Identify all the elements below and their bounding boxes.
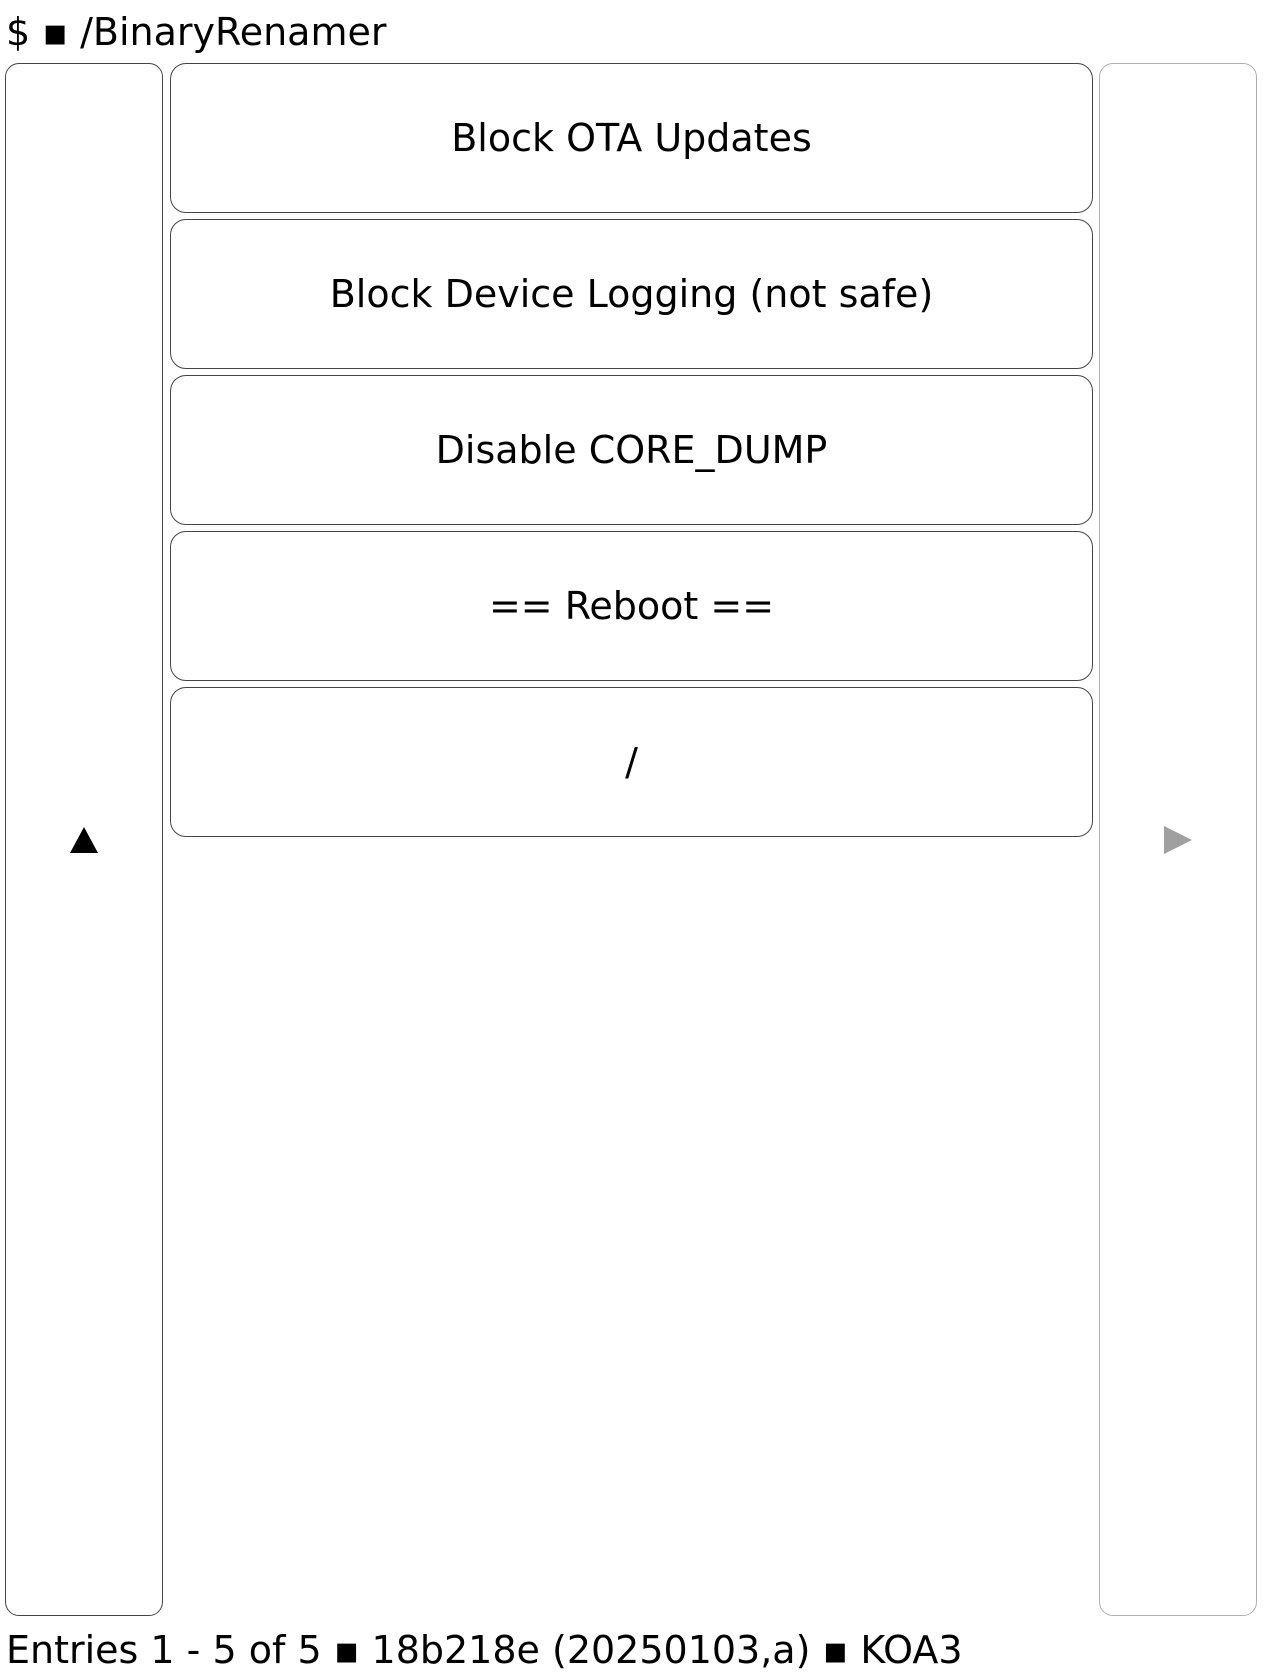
menu-item-root-directory[interactable]: / [170, 687, 1093, 837]
menu-item-block-device-logging[interactable]: Block Device Logging (not safe) [170, 219, 1093, 369]
next-page-button[interactable] [1099, 63, 1257, 1616]
status-bar: Entries 1 - 5 of 5 ▪ 18b218e (20250103,a) ▪ KOA3 [6, 1628, 963, 1672]
page-title: $ ▪ /BinaryRenamer [6, 10, 387, 54]
page-up-button[interactable] [5, 63, 163, 1616]
menu-item-reboot[interactable]: == Reboot == [170, 531, 1093, 681]
right-arrow-icon [1164, 826, 1192, 854]
menu-list [170, 63, 1093, 843]
up-arrow-icon [70, 827, 98, 853]
menu-item-block-ota-updates[interactable]: Block OTA Updates [170, 63, 1093, 213]
menu-item-disable-core-dump[interactable]: Disable CORE_DUMP [170, 375, 1093, 525]
